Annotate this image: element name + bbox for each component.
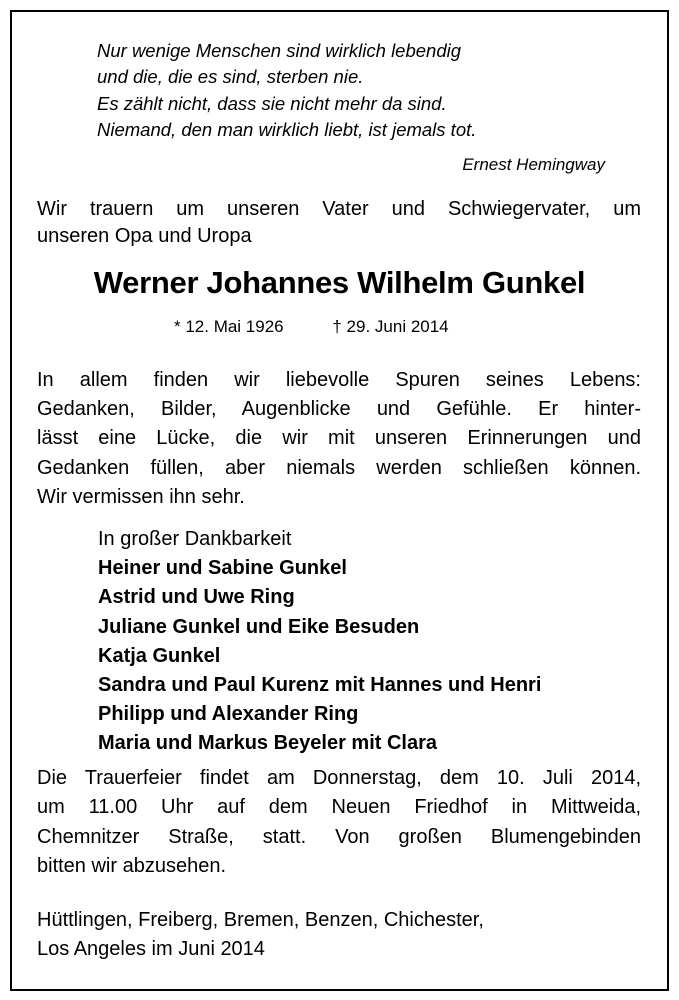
mourner-name: Katja Gunkel — [98, 644, 221, 667]
mourner-name: Maria und Markus Beyeler mit Clara — [98, 732, 438, 755]
intro-line: unseren Opa und Uropa — [37, 225, 252, 247]
mourner-name: Astrid und Uwe Ring — [98, 586, 295, 609]
memorial-line: Wir vermissen ihn sehr. — [37, 485, 245, 508]
mourners-list — [98, 525, 541, 759]
memorial-line: Gedanken, Bilder, Augenblicke und Gefühle. Er hinter- — [37, 398, 641, 421]
intro-text — [37, 196, 641, 250]
places-line: Hüttlingen, Freiberg, Bremen, Benzen, Chichester, — [37, 909, 484, 931]
poem-quote — [97, 38, 617, 143]
poem-line: Nur wenige Menschen sind wirklich lebendig — [97, 40, 462, 61]
mourner-name: Juliane Gunkel und Eike Besuden — [98, 615, 420, 638]
intro-line: Wir trauern um unseren Vater und Schwiegervater, um — [37, 198, 641, 220]
mourner-name: Heiner und Sabine Gunkel — [98, 557, 347, 580]
life-dates — [174, 317, 449, 337]
poem-line: Es zählt nicht, dass sie nicht mehr da sind. — [97, 92, 447, 114]
poem-author: Ernest Hemingway — [462, 155, 605, 174]
memorial-text — [37, 366, 641, 512]
poem-line: Niemand, den man wirklich liebt, ist jemals tot. — [97, 118, 477, 140]
service-line: bitten wir abzusehen. — [37, 854, 227, 877]
mourner-name: Sandra und Paul Kurenz mit Hannes und Henri — [98, 674, 542, 697]
death-date: † 29. Juni 2014 — [332, 317, 449, 336]
service-info — [37, 764, 641, 881]
places-line: Los Angeles im Juni 2014 — [37, 938, 265, 960]
service-line: Die Trauerfeier findet am Donnerstag, dem 10. Juli 2014, — [37, 767, 641, 789]
memorial-line: lässt eine Lücke, die wir mit unseren Erinnerungen und — [37, 427, 641, 450]
places-date — [37, 906, 641, 964]
service-line: um 11.00 Uhr auf dem Neuen Friedhof in Mittweida, — [37, 796, 641, 819]
deceased-name: Werner Johannes Wilhelm Gunkel — [93, 265, 586, 300]
poem-line: und die, die es sind, sterben nie. — [97, 66, 364, 88]
memorial-line: In allem finden wir liebevolle Spuren seines Lebens: — [37, 369, 641, 391]
birth-date: * 12. Mai 1926 — [174, 317, 284, 336]
thanks-line: In großer Dankbarkeit — [98, 528, 292, 550]
mourner-name: Philipp und Alexander Ring — [98, 703, 359, 726]
memorial-line: Gedanken füllen, aber niemals werden schließen können. — [37, 456, 641, 479]
service-line: Chemnitzer Straße, statt. Von großen Blumengebinden — [37, 825, 641, 848]
